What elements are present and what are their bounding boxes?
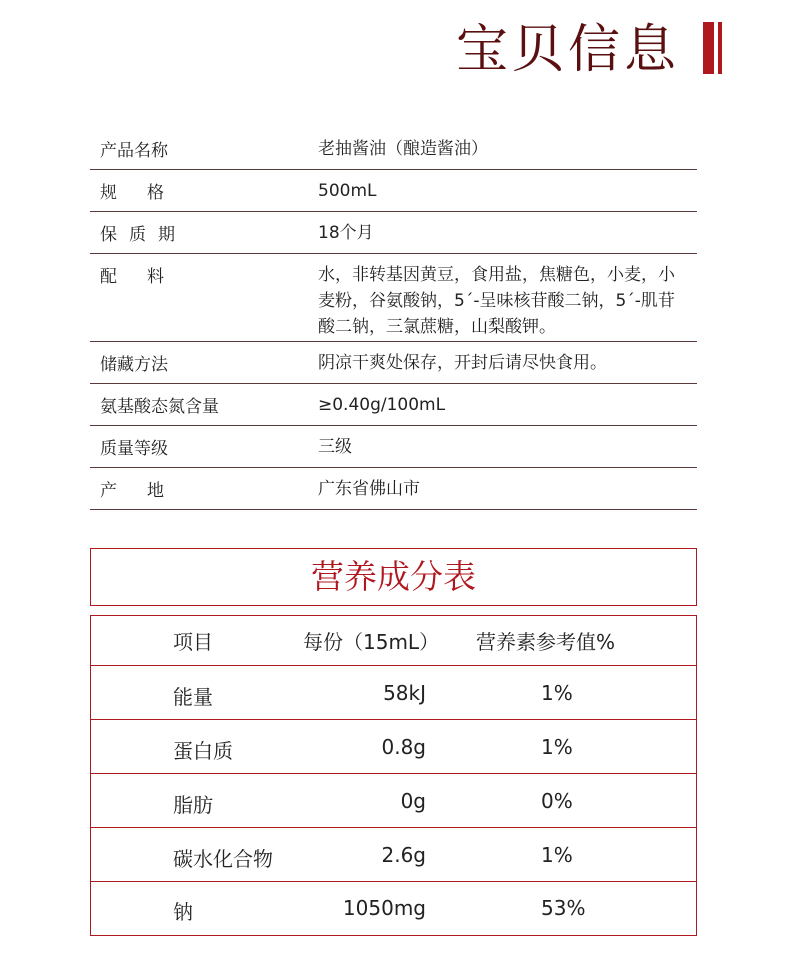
info-value: 老抽酱油（酿造酱油） (318, 138, 488, 159)
row-item: 碳水化合物 (173, 847, 273, 871)
row-amount: 2.6g (381, 843, 426, 867)
header-item: 项目 (173, 630, 213, 654)
info-row (90, 384, 697, 426)
info-value: 三级 (318, 436, 352, 457)
nutrition-title: 营养成分表 (90, 548, 697, 606)
info-value: 水，非转基因黄豆，食用盐，焦糖色，小麦，小麦粉，谷氨酸钠，5´-呈味核苷酸二钠，5´-肌苷酸二钠，三氯蔗糖，山梨酸钾。 (318, 265, 675, 337)
info-key: 质量等级 (100, 439, 168, 459)
page-title: 宝贝信息 (455, 20, 680, 80)
title-accent-bar-thin (718, 22, 722, 74)
info-row (90, 342, 697, 384)
header-nrv: 营养素参考值% (476, 630, 616, 654)
row-item: 蛋白质 (173, 739, 233, 763)
row-item: 能量 (173, 685, 213, 709)
info-row (90, 468, 697, 510)
info-row (90, 128, 697, 170)
info-row (90, 426, 697, 468)
nutrition-header-row (91, 616, 696, 666)
nutrition-table (90, 615, 697, 936)
table-row (91, 774, 696, 828)
info-value: 广东省佛山市 (318, 478, 420, 499)
info-key: 产地 (100, 481, 194, 501)
row-nrv: 1% (541, 843, 573, 867)
table-row (91, 828, 696, 882)
info-value: 阴凉干爽处保存，开封后请尽快食用。 (318, 352, 607, 373)
info-row (90, 212, 697, 254)
product-info-table (90, 128, 697, 510)
title-accent-bar (703, 22, 714, 74)
row-amount: 0.8g (381, 735, 426, 759)
info-value: 500mL (318, 180, 377, 201)
info-key: 产品名称 (100, 141, 168, 161)
row-nrv: 0% (541, 789, 573, 813)
info-key: 氨基酸态氮含量 (100, 397, 219, 417)
table-row (91, 720, 696, 774)
row-nrv: 1% (541, 735, 573, 759)
row-amount: 58kJ (383, 681, 426, 705)
row-amount: 1050mg (342, 896, 426, 920)
row-item: 脂肪 (173, 793, 213, 817)
info-row (90, 254, 697, 342)
info-key: 储藏方法 (100, 355, 168, 375)
row-amount: 0g (400, 789, 426, 813)
row-item: 钠 (173, 900, 193, 924)
row-nrv: 1% (541, 681, 573, 705)
table-row (91, 666, 696, 720)
row-nrv: 53% (541, 896, 586, 920)
info-value: ≥0.40g/100mL (318, 394, 446, 415)
header-amount: 每份（15mL） (303, 630, 440, 654)
info-row (90, 170, 697, 212)
table-row (91, 882, 696, 935)
info-key: 保质期 (100, 225, 187, 245)
info-value: 18个月 (318, 222, 374, 243)
info-key: 规格 (100, 183, 194, 203)
info-key: 配料 (100, 267, 194, 287)
